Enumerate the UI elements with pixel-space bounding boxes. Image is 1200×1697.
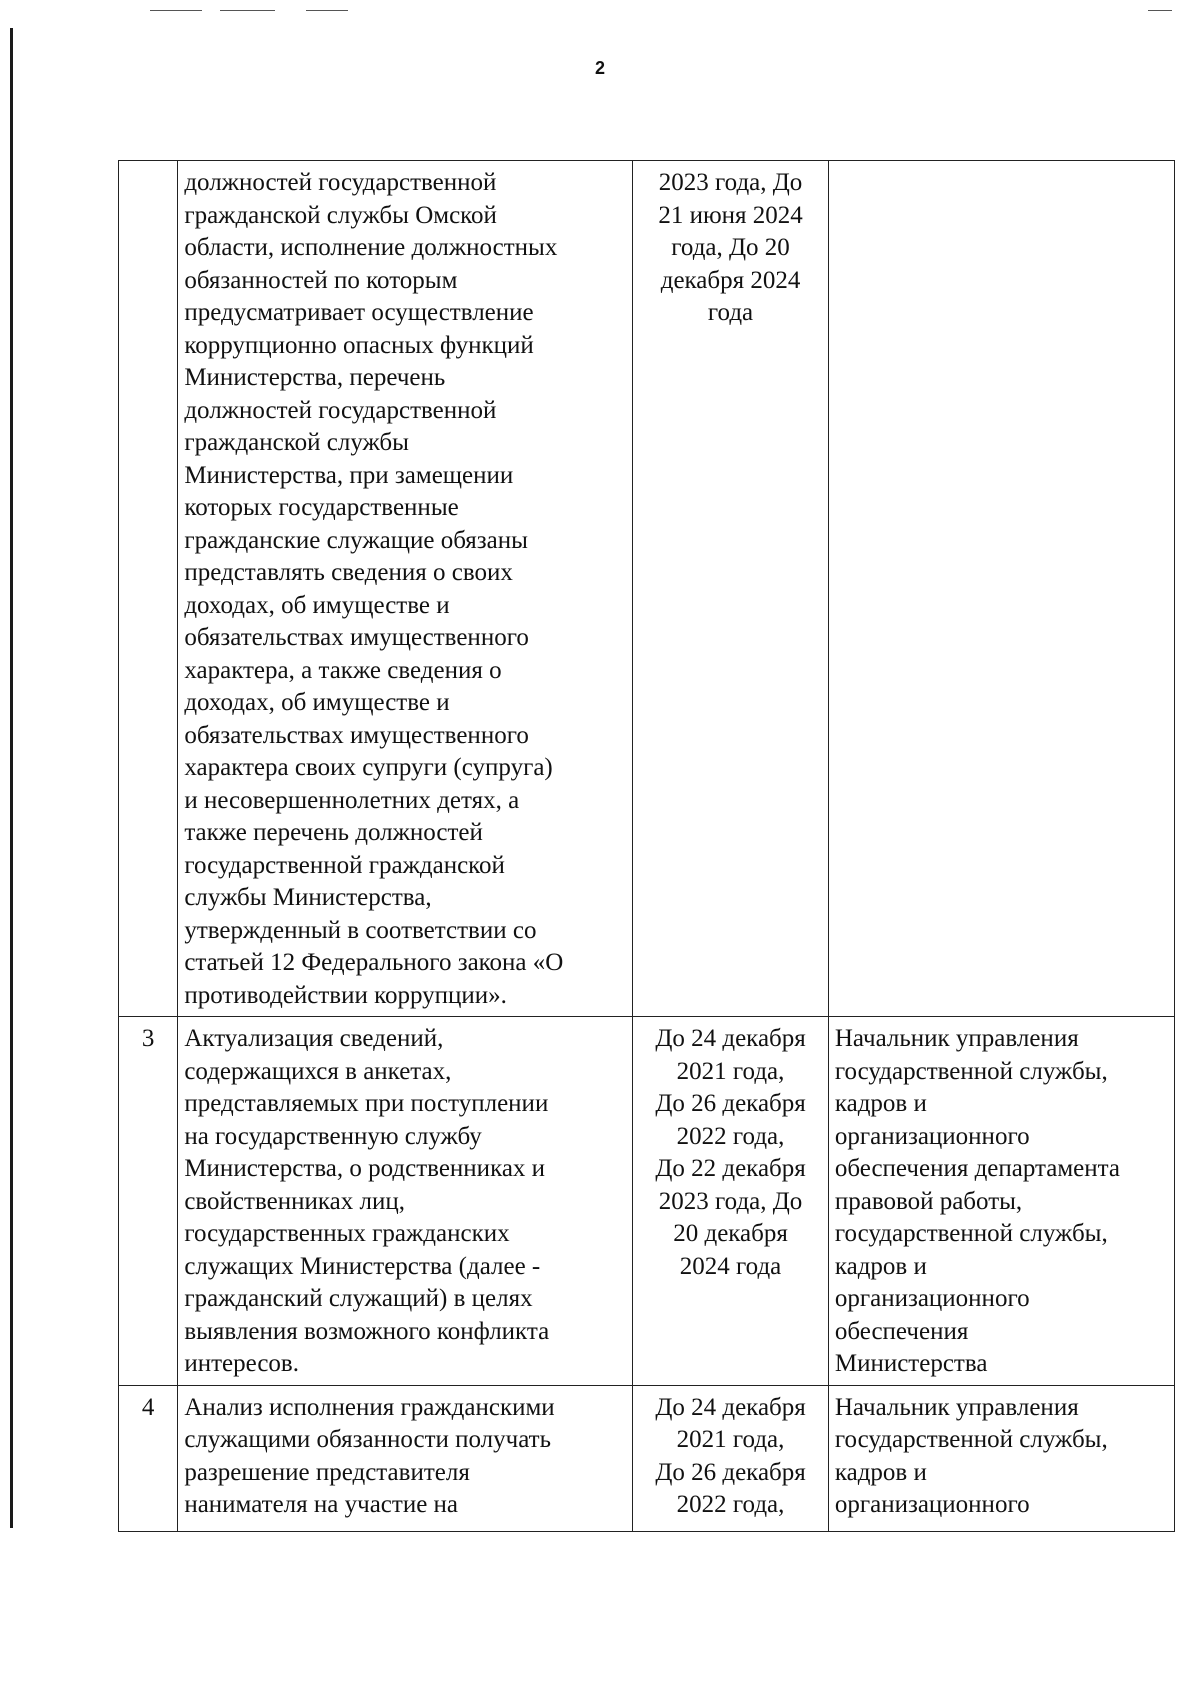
text-line: Начальник управления: [834, 1393, 1079, 1421]
text-line: Министерства, при замещении: [184, 461, 514, 489]
text-line: До 22 декабря: [655, 1155, 806, 1182]
row-number: 4: [141, 1393, 155, 1421]
deadline-cell: [633, 161, 829, 1017]
row-number-cell: [119, 1385, 178, 1531]
text-line: представлять сведения о своих: [184, 559, 513, 586]
text-line: До 24 декабря: [655, 1393, 806, 1421]
text-line: области, исполнение должностных: [184, 234, 558, 261]
event-cell: [178, 1017, 633, 1386]
scan-top-mark: [1148, 10, 1172, 11]
row-number: 3: [141, 1025, 155, 1052]
text-line: гражданской службы Омской: [184, 201, 497, 229]
deadline-cell: [633, 1385, 829, 1531]
text-line: доходах, об имуществе и: [184, 689, 450, 716]
text-line: доходах, об имуществе и: [184, 591, 450, 619]
responsible-cell: [828, 1017, 1174, 1386]
responsible-cell: [828, 1385, 1174, 1531]
text-line: коррупционно опасных функций: [184, 331, 534, 359]
text-line: интересов.: [184, 1350, 299, 1377]
text-line: обеспечения департамента: [834, 1155, 1120, 1182]
text-line: предусматривает осуществление: [184, 299, 534, 326]
text-line: государственной гражданской: [184, 851, 505, 879]
table-row: [119, 1017, 1175, 1386]
page-number: 2: [594, 58, 605, 78]
text-line: организационного: [834, 1122, 1030, 1150]
text-line: службы Министерства,: [184, 884, 432, 911]
responsible-cell: [828, 161, 1174, 1017]
text-line: 2022 года,: [676, 1122, 785, 1150]
measures-table: [118, 160, 1175, 1532]
text-line: Министерства, о родственниках и: [184, 1155, 546, 1182]
text-line: характера, а также сведения о: [184, 656, 502, 684]
text-line: служащими обязанности получать: [184, 1426, 551, 1453]
deadline-cell: [633, 1017, 829, 1386]
text-line: должностей государственной: [184, 396, 497, 424]
event-cell: [178, 161, 633, 1017]
text-line: Министерства: [834, 1350, 988, 1377]
text-line: правовой работы,: [834, 1187, 1023, 1215]
text-line: также перечень должностей: [184, 819, 483, 846]
text-line: кадров и: [834, 1090, 927, 1117]
scan-top-mark: [150, 10, 202, 11]
text-line: гражданский служащий) в целях: [184, 1285, 533, 1312]
text-line: на государственную службу: [184, 1122, 482, 1150]
text-line: характера своих супруги (супруга): [184, 754, 553, 781]
text-line: До 26 декабря: [655, 1090, 806, 1117]
row-number-cell: [119, 161, 178, 1017]
table-row: [119, 161, 1175, 1017]
row-number-cell: [119, 1017, 178, 1386]
text-line: обязательствах имущественного: [184, 624, 529, 651]
text-line: организационного: [834, 1285, 1030, 1312]
text-line: противодействии коррупции».: [184, 981, 507, 1009]
text-line: государственных гражданских: [184, 1220, 510, 1247]
text-line: нанимателя на участие на: [184, 1491, 459, 1518]
text-line: гражданские служащие обязаны: [184, 526, 528, 554]
text-line: обязательствах имущественного: [184, 721, 529, 749]
text-line: года, До 20: [671, 234, 790, 261]
event-cell: [178, 1385, 633, 1531]
text-line: 2021 года,: [676, 1057, 785, 1085]
table-body: [119, 161, 1175, 1532]
table-row: [119, 1385, 1175, 1531]
scan-top-mark: [306, 10, 348, 11]
text-line: До 24 декабря: [655, 1025, 806, 1052]
text-line: статьей 12 Федерального закона «О: [184, 949, 564, 976]
text-line: 2023 года, До: [658, 169, 803, 196]
text-line: 2022 года,: [676, 1491, 785, 1518]
text-line: разрешение представителя: [184, 1458, 470, 1486]
text-line: государственной службы,: [834, 1220, 1108, 1247]
text-line: государственной службы,: [834, 1057, 1108, 1085]
text-line: Актуализация сведений,: [184, 1025, 444, 1052]
text-line: утвержденный в соответствии со: [184, 916, 537, 944]
text-line: обеспечения: [834, 1317, 969, 1345]
scan-left-edge: [10, 28, 13, 1528]
text-line: государственной службы,: [834, 1426, 1108, 1453]
text-line: содержащихся в анкетах,: [184, 1057, 452, 1085]
text-line: свойственниках лиц,: [184, 1187, 405, 1215]
text-line: представляемых при поступлении: [184, 1090, 549, 1117]
text-line: Начальник управления: [834, 1025, 1079, 1052]
text-line: 2024 года: [679, 1252, 782, 1280]
text-line: которых государственные: [184, 494, 459, 521]
text-line: обязанностей по которым: [184, 266, 458, 294]
scan-top-mark: [220, 10, 275, 11]
text-line: кадров и: [834, 1458, 927, 1486]
text-line: 2021 года,: [676, 1426, 785, 1453]
text-line: 20 декабря: [673, 1220, 788, 1247]
text-line: и несовершеннолетних детях, а: [184, 786, 520, 814]
text-line: декабря 2024: [660, 266, 801, 294]
text-line: 21 июня 2024: [658, 201, 803, 229]
text-line: организационного: [834, 1491, 1030, 1518]
text-line: До 26 декабря: [655, 1458, 806, 1486]
text-line: кадров и: [834, 1252, 927, 1280]
text-line: выявления возможного конфликта: [184, 1317, 550, 1345]
text-line: должностей государственной: [184, 169, 497, 196]
text-line: Министерства, перечень: [184, 364, 446, 391]
text-line: 2023 года, До: [658, 1187, 803, 1215]
text-line: года: [707, 299, 754, 326]
text-line: Анализ исполнения гражданскими: [184, 1393, 555, 1421]
text-line: служащих Министерства (далее -: [184, 1252, 541, 1280]
text-line: гражданской службы: [184, 429, 409, 456]
